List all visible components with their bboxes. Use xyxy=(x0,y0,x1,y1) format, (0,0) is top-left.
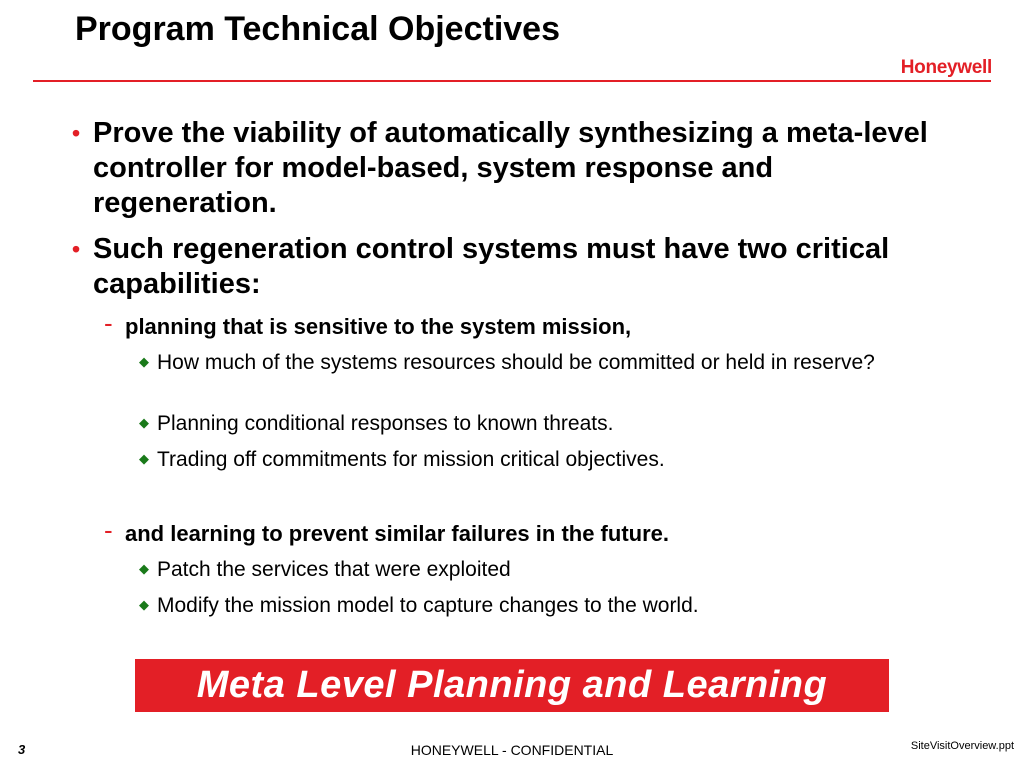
callout-banner xyxy=(135,659,889,712)
detail-text: Planning conditional responses to known threats. xyxy=(157,412,614,435)
sub-bullet-text: planning that is sensitive to the system mission, xyxy=(125,314,632,339)
detail-text: Modify the mission model to capture changes to the world. xyxy=(157,594,699,617)
dash-icon: - xyxy=(104,308,113,338)
bullet-dot-icon: • xyxy=(72,236,81,262)
detail-text: How much of the systems resources should be committed or held in reserve? xyxy=(157,351,875,374)
banner-text: Meta Level Planning and Learning xyxy=(196,664,828,706)
confidential-notice: HONEYWELL - CONFIDENTIAL xyxy=(410,742,614,758)
honeywell-logo: Honeywell xyxy=(900,57,992,78)
bullet-text: Prove the viability of automatically synthesizing a meta-level controller for model-based, system response and regeneration. xyxy=(93,117,928,219)
diamond-icon: ◆ xyxy=(139,354,149,369)
bullet-text: Such regeneration control systems must have two critical capabilities: xyxy=(93,233,890,300)
page-number: 3 xyxy=(18,742,26,757)
dash-icon: - xyxy=(104,515,113,545)
detail-text: Trading off commitments for mission critical objectives. xyxy=(157,448,665,471)
bullet-dot-icon: • xyxy=(72,120,81,146)
diamond-icon: ◆ xyxy=(139,561,149,576)
page-title: Program Technical Objectives xyxy=(75,10,560,48)
detail-text: Patch the services that were exploited xyxy=(157,558,511,581)
sub-bullet-text: and learning to prevent similar failures in the future. xyxy=(125,521,669,546)
diamond-icon: ◆ xyxy=(139,451,149,466)
diamond-icon: ◆ xyxy=(139,597,149,612)
file-name: SiteVisitOverview.ppt xyxy=(910,740,1014,752)
diamond-icon: ◆ xyxy=(139,415,149,430)
